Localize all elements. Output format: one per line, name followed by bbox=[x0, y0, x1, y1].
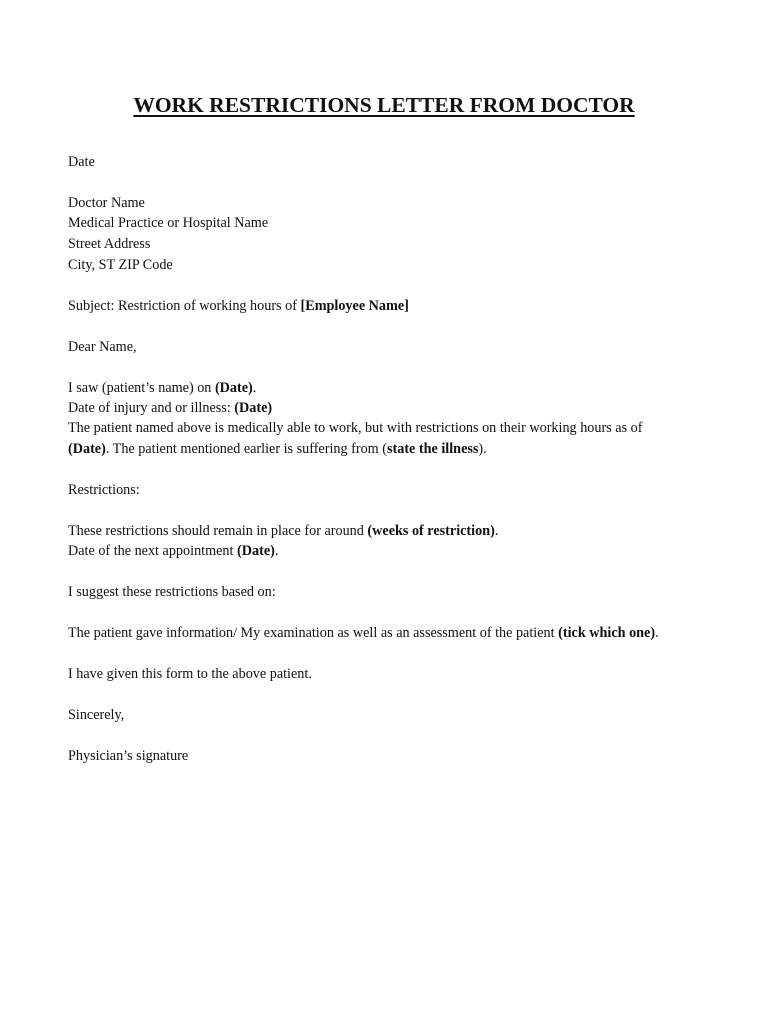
employee-name-placeholder: [Employee Name] bbox=[300, 298, 409, 314]
practice-name: Medical Practice or Hospital Name bbox=[68, 215, 269, 231]
as-of-date: (Date) bbox=[68, 441, 106, 457]
weeks-placeholder: (weeks of restriction) bbox=[367, 523, 495, 539]
next-date: (Date) bbox=[237, 543, 275, 559]
basis-text: The patient gave information/ My examination as well as an assessment of the patient bbox=[68, 625, 559, 641]
city-state-zip: City, ST ZIP Code bbox=[68, 257, 173, 273]
subject-prefix: Subject: Restriction of working hours of bbox=[68, 298, 301, 314]
next-prefix: Date of the next appointment bbox=[68, 543, 238, 559]
remain-prefix: These restrictions should remain in place for around bbox=[68, 523, 368, 539]
remain-line bbox=[68, 521, 498, 541]
street-address: Street Address bbox=[68, 236, 151, 252]
remain-suffix: . bbox=[494, 523, 499, 539]
restrictions-label: Restrictions: bbox=[68, 482, 140, 498]
saw-date: (Date) bbox=[214, 380, 253, 396]
date-line: Date bbox=[68, 154, 95, 170]
doctor-name: Doctor Name bbox=[68, 195, 145, 211]
saw-suffix: . bbox=[252, 380, 257, 396]
suffering-line bbox=[68, 439, 487, 459]
suffering-prefix: . The patient mentioned earlier is suffering from ( bbox=[105, 441, 387, 457]
suffering-suffix: ). bbox=[478, 441, 487, 457]
next-appointment-line bbox=[68, 541, 278, 561]
medically-able-line: The patient named above is medically able to work, but with restrictions on their working hours as of bbox=[68, 420, 643, 436]
illness-placeholder: state the illness bbox=[386, 441, 479, 457]
injury-prefix: Date of injury and or illness: bbox=[68, 400, 235, 416]
suggest-line: I suggest these restrictions based on: bbox=[68, 584, 276, 600]
given-form-line: I have given this form to the above patient. bbox=[68, 666, 312, 682]
saw-patient-line bbox=[68, 378, 256, 398]
salutation: Dear Name, bbox=[68, 339, 137, 355]
next-suffix: . bbox=[274, 543, 279, 559]
saw-prefix: I saw (patient’s name) on bbox=[68, 380, 215, 396]
injury-date-line bbox=[68, 398, 272, 418]
subject-line bbox=[68, 296, 409, 316]
basis-line bbox=[68, 623, 659, 643]
physician-signature: Physician’s signature bbox=[68, 748, 189, 764]
basis-suffix: . bbox=[655, 625, 659, 641]
tick-which-one: (tick which one) bbox=[558, 625, 656, 641]
document-title: WORK RESTRICTIONS LETTER FROM DOCTOR bbox=[133, 93, 635, 117]
injury-date: (Date) bbox=[234, 400, 273, 416]
closing: Sincerely, bbox=[68, 707, 125, 723]
